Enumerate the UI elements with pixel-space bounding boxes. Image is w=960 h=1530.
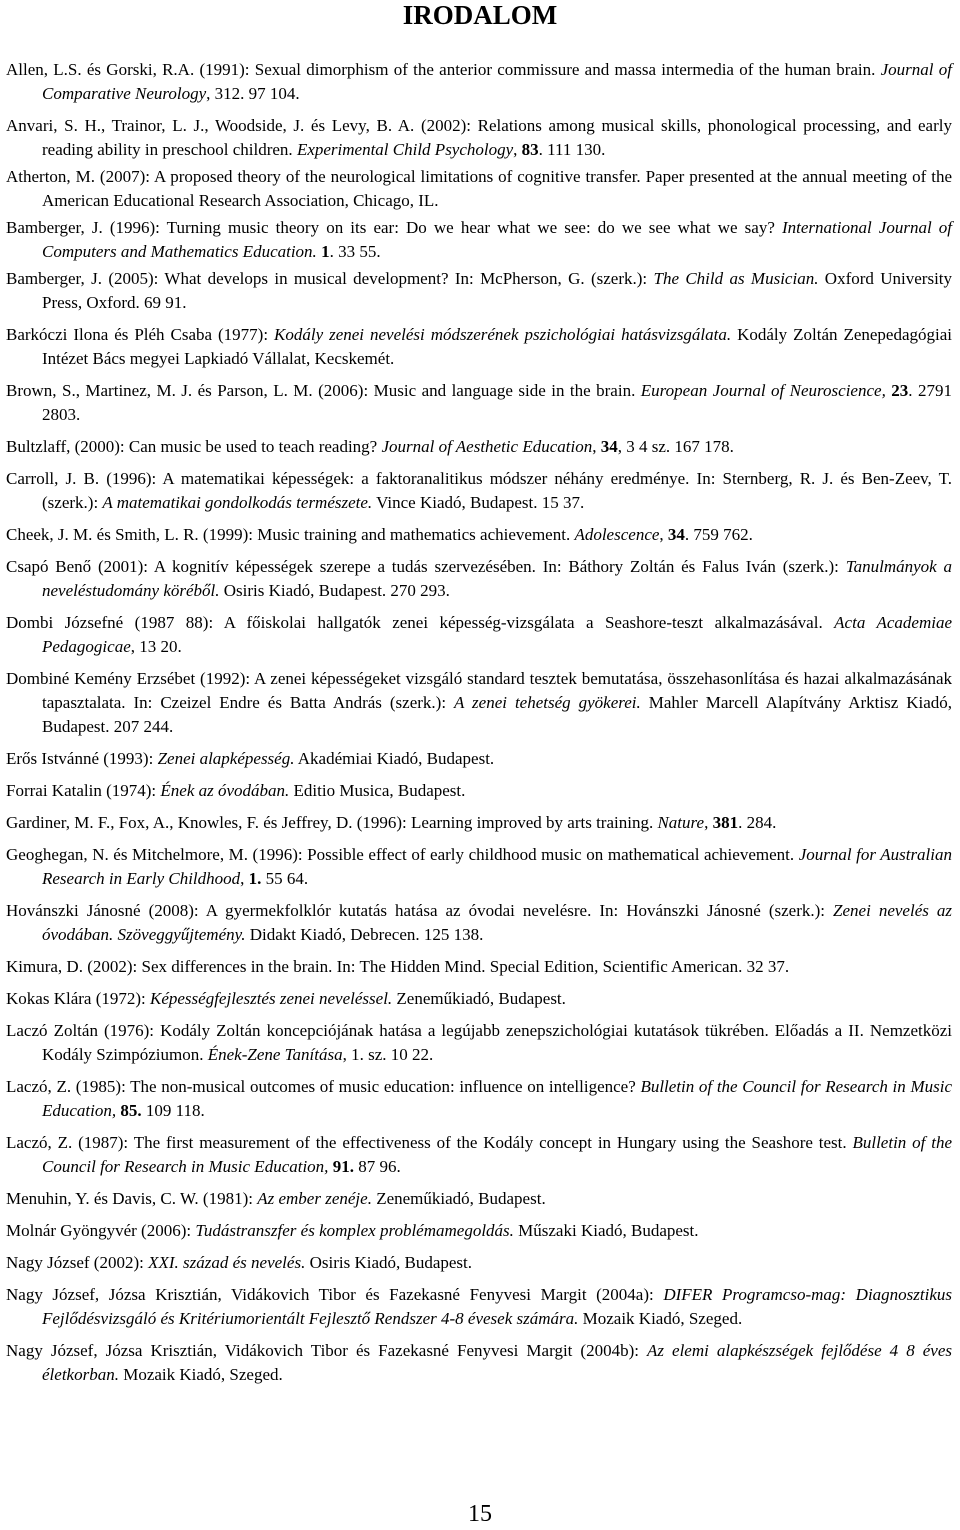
- reference-italic-text: Experimental Child Psychology: [296, 140, 514, 159]
- reference-italic-text: European Journal of Neuroscience,: [640, 381, 886, 400]
- reference-text: Akadémiai Kiadó, Budapest.: [294, 749, 495, 768]
- reference-text: ,: [240, 869, 249, 888]
- page-title: IRODALOM: [402, 0, 558, 30]
- reference-text: ,: [704, 813, 713, 832]
- reference-italic-text: International Journal of Computers and Mathematics Education.: [42, 218, 952, 261]
- reference-entry: [6, 555, 952, 603]
- reference-italic-text: Journal of Comparative Neurology: [42, 60, 953, 103]
- reference-text: Cheek, J. M. és Smith, L. R. (1999): Music training and mathematics achievement.: [6, 525, 575, 544]
- reference-text: Bamberger, J. (1996): Turning music theory on its ear: Do we hear what we see: do we see what we say?: [6, 218, 782, 237]
- reference-text: 109 118.: [141, 1101, 205, 1120]
- reference-entry: [6, 165, 952, 213]
- reference-bold-text: 34: [667, 525, 685, 544]
- reference-text: . 759 762.: [684, 525, 753, 544]
- reference-italic-text: Zenei nevelés az óvodában. Szöveggyűjtemény.: [42, 901, 952, 944]
- reference-entry: [6, 987, 952, 1011]
- reference-text: Hovánszki Jánosné (2008): A gyermekfolklór kutatás hatása az óvodai nevelésre. In: Hovánszki Jánosné (szerk.):: [6, 901, 834, 920]
- reference-text: Atherton, M. (2007): A proposed theory of the neurological limitations of cognitive transfer. Paper presented at the annual meeting of the American Educational Research Association, Chicago, IL.: [6, 167, 952, 210]
- reference-list: [6, 58, 952, 1395]
- reference-entry: [6, 379, 952, 427]
- reference-text: Mahler Marcell Alapítvány Arktisz Kiadó, Budapest. 207 244.: [42, 693, 952, 736]
- reference-text: Editio Musica, Budapest.: [289, 781, 466, 800]
- reference-entry: [6, 1131, 952, 1179]
- reference-text: , 3 4 sz. 167 178.: [617, 437, 734, 456]
- reference-italic-text: Nature: [657, 813, 705, 832]
- reference-text: Nagy József, Józsa Krisztián, Vidákovich Tibor és Fazekasné Fenyvesi Margit (2004b):: [6, 1341, 647, 1360]
- reference-text: Zeneműkiadó, Budapest.: [371, 1189, 546, 1208]
- reference-text: Dombi Józsefné (1987 88): A főiskolai hallgatók zenei képesség-vizsgálata a Seashore-teszt alkalmazásával.: [6, 613, 835, 632]
- reference-text: . 284.: [738, 813, 777, 832]
- reference-bold-text: 1.: [248, 869, 262, 888]
- reference-italic-text: Kodály zenei nevelési módszerének pszichológiai hatásvizsgálata.: [274, 325, 732, 344]
- reference-italic-text: Adolescence: [574, 525, 660, 544]
- reference-text: Carroll, J. B. (1996): A matematikai képességek: a faktoranalitikus módszer néhány eredménye. In: Sternberg, R. J. és Ben-Zeev, T. (szerk.):: [6, 469, 952, 512]
- reference-text: Mozaik Kiadó, Szeged.: [118, 1365, 283, 1384]
- reference-text: , 13 20.: [130, 637, 182, 656]
- reference-entry: [6, 267, 952, 315]
- reference-entry: [6, 1251, 952, 1275]
- reference-text: Molnár Gyöngyvér (2006):: [6, 1221, 196, 1240]
- reference-entry: [6, 435, 952, 459]
- reference-italic-text: A zenei tehetség gyökerei.: [454, 693, 641, 712]
- reference-text: 55 64.: [261, 869, 309, 888]
- reference-entry: [6, 1019, 952, 1067]
- reference-bold-text: 83: [521, 140, 539, 159]
- reference-text: Menuhin, Y. és Davis, C. W. (1981):: [6, 1189, 258, 1208]
- reference-text: Geoghegan, N. és Mitchelmore, M. (1996): Possible effect of early childhood music on mathematical achievement.: [6, 845, 799, 864]
- reference-text: Laczó Zoltán (1976): Kodály Zoltán koncepciójának hatása a legújabb zenepszichológiai kutatások tükrében. Előadás a II. Nemzetközi Kodály Szimpóziumon.: [6, 1021, 952, 1064]
- reference-italic-text: Acta Academiae Pedagogicae: [42, 613, 953, 656]
- reference-entry: [6, 523, 952, 547]
- reference-text: Allen, L.S. és Gorski, R.A. (1991): Sexual dimorphism of the anterior commissure and massa intermedia of the human brain.: [6, 60, 881, 79]
- reference-italic-text: A matematikai gondolkodás természete.: [102, 493, 373, 512]
- reference-bold-text: 1: [321, 242, 330, 261]
- reference-italic-text: Zenei alapképesség.: [157, 749, 295, 768]
- reference-italic-text: DIFER Programcso-mag: Diagnosztikus Fejlődésvizsgáló és Kritériumorientált Fejlesztő Rendszer 4-8 évesek számára.: [42, 1285, 953, 1328]
- reference-text: Oxford University Press, Oxford. 69 91.: [42, 269, 953, 312]
- reference-italic-text: Bulletin of the Council for Research in Music Education,: [42, 1077, 952, 1120]
- reference-text: Laczó, Z. (1987): The first measurement of the effectiveness of the Kodály concept in Hungary using the Seashore test.: [6, 1133, 853, 1152]
- reference-entry: [6, 1219, 952, 1243]
- reference-italic-text: Ének-Zene Tanítása: [207, 1045, 343, 1064]
- reference-text: Brown, S., Martinez, M. J. és Parson, L. M. (2006): Music and language side in the brain.: [6, 381, 641, 400]
- reference-text: Nagy József, Józsa Krisztián, Vidákovich Tibor és Fazekasné Fenyvesi Margit (2004a):: [6, 1285, 664, 1304]
- reference-bold-text: 23: [891, 381, 909, 400]
- reference-text: Bultzlaff, (2000): Can music be used to teach reading?: [6, 437, 382, 456]
- reference-text: Műszaki Kiadó, Budapest.: [513, 1221, 699, 1240]
- reference-text: , 1. sz. 10 22.: [342, 1045, 434, 1064]
- reference-entry: [6, 1075, 952, 1123]
- page-number: 15: [468, 1501, 492, 1527]
- reference-text: ,: [513, 140, 522, 159]
- reference-italic-text: Az ember zenéje.: [257, 1189, 372, 1208]
- reference-text: , 312. 97 104.: [206, 84, 300, 103]
- reference-entry: [6, 323, 952, 371]
- reference-text: Kimura, D. (2002): Sex differences in the brain. In: The Hidden Mind. Special Edition, Scientific American. 32 37.: [6, 957, 790, 976]
- reference-text: Osiris Kiadó, Budapest.: [305, 1253, 473, 1272]
- reference-text: Forrai Katalin (1974):: [6, 781, 161, 800]
- reference-bold-text: 91.: [332, 1157, 354, 1176]
- reference-italic-text: Ének az óvodában.: [160, 781, 290, 800]
- reference-entry: [6, 611, 952, 659]
- reference-bold-text: 381: [712, 813, 739, 832]
- reference-text: . 33 55.: [329, 242, 381, 261]
- reference-entry: [6, 843, 952, 891]
- reference-text: . 111 130.: [538, 140, 606, 159]
- reference-italic-text: Journal of Aesthetic Education: [381, 437, 593, 456]
- reference-entry: [6, 1187, 952, 1211]
- reference-entry: [6, 779, 952, 803]
- reference-italic-text: Képességfejlesztés zenei neveléssel.: [150, 989, 393, 1008]
- reference-entry: [6, 58, 952, 106]
- reference-entry: [6, 667, 952, 739]
- reference-entry: [6, 899, 952, 947]
- reference-bold-text: 34: [600, 437, 618, 456]
- reference-bold-text: 85.: [120, 1101, 142, 1120]
- reference-entry: [6, 1283, 952, 1331]
- reference-text: Vince Kiadó, Budapest. 15 37.: [372, 493, 585, 512]
- reference-entry: [6, 1339, 952, 1387]
- reference-text: Mozaik Kiadó, Szeged.: [578, 1309, 743, 1328]
- reference-text: Anvari, S. H., Trainor, L. J., Woodside, J. és Levy, B. A. (2002): Relations among musical skills, phonological processing, and early reading ability in preschool children.: [6, 116, 952, 159]
- reference-text: Kodály Zoltán Zenepedagógiai Intézet Bács megyei Lapkiadó Vállalat, Kecskemét.: [42, 325, 953, 368]
- reference-text: ,: [592, 437, 601, 456]
- reference-text: Osiris Kiadó, Budapest. 270 293.: [219, 581, 450, 600]
- reference-text: . 2791 2803.: [42, 381, 953, 424]
- reference-text: 87 96.: [353, 1157, 401, 1176]
- reference-italic-text: Bulletin of the Council for Research in Music Education,: [42, 1133, 952, 1176]
- reference-italic-text: Az elemi alapkészségek fejlődése 4 8 éves életkorban.: [42, 1341, 952, 1384]
- reference-text: Laczó, Z. (1985): The non-musical outcomes of music education: influence on intelligence?: [6, 1077, 641, 1096]
- reference-entry: [6, 747, 952, 771]
- reference-entry: [6, 811, 952, 835]
- reference-italic-text: XXI. század és nevelés.: [148, 1253, 306, 1272]
- reference-text: Nagy József (2002):: [6, 1253, 149, 1272]
- reference-text: Zeneműkiadó, Budapest.: [392, 989, 566, 1008]
- reference-text: Didakt Kiadó, Debrecen. 125 138.: [245, 925, 484, 944]
- reference-entry: [6, 216, 952, 264]
- reference-text: Kokas Klára (1972):: [6, 989, 150, 1008]
- reference-entry: [6, 114, 952, 162]
- reference-italic-text: The Child as Musician.: [653, 269, 819, 288]
- reference-text: Barkóczi Ilona és Pléh Csaba (1977):: [6, 325, 275, 344]
- reference-text: Dombiné Kemény Erzsébet (1992): A zenei képességeket vizsgáló standard tesztek bemutatása, összehasonlítása és hazai alkalmazásának tapasztalata. In: Czeizel Endre és Batta András (szerk.):: [6, 669, 952, 712]
- reference-text: ,: [659, 525, 668, 544]
- reference-italic-text: Tudástranszfer és komplex problémamegoldás.: [195, 1221, 514, 1240]
- reference-text: Csapó Benő (2001): A kognitív képességek szerepe a tudás szervezésében. In: Báthory Zoltán és Falus Iván (szerk.):: [6, 557, 846, 576]
- reference-text: Erős Istvánné (1993):: [6, 749, 158, 768]
- reference-entry: [6, 467, 952, 515]
- reference-entry: [6, 955, 952, 979]
- reference-text: Gardiner, M. F., Fox, A., Knowles, F. és Jeffrey, D. (1996): Learning improved by arts training.: [6, 813, 658, 832]
- reference-italic-text: Journal for Australian Research in Early Childhood: [42, 845, 953, 888]
- reference-text: Bamberger, J. (2005): What develops in musical development? In: McPherson, G. (szerk.):: [6, 269, 654, 288]
- reference-italic-text: Tanulmányok a neveléstudomány köréből.: [42, 557, 952, 600]
